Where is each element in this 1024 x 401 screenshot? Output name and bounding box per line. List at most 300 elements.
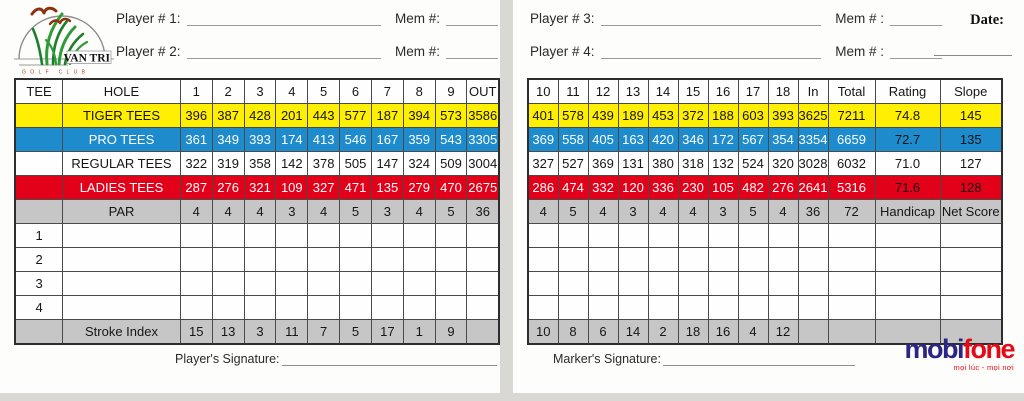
cell	[708, 224, 738, 248]
cell: 72	[828, 200, 875, 224]
cell: 17	[371, 320, 403, 345]
table-row	[15, 248, 499, 272]
cell: 524	[738, 152, 768, 176]
cell	[15, 320, 63, 345]
header-cell: 10	[528, 79, 558, 104]
cell: 172	[708, 128, 738, 152]
cell: 286	[528, 176, 558, 200]
mobifone-fone: fone	[963, 334, 1014, 364]
cell	[648, 296, 678, 320]
header-cell: 6	[340, 79, 372, 104]
mem-number-label: Mem #:	[394, 44, 440, 59]
header-cell: Total	[828, 79, 875, 104]
table-row	[528, 296, 1002, 320]
player2-label: Player # 2:	[116, 44, 181, 59]
cell	[15, 128, 63, 152]
cell	[371, 296, 403, 320]
player3-name-line	[601, 8, 822, 26]
cell: 3305	[467, 128, 499, 152]
cell	[528, 272, 558, 296]
cell	[875, 272, 940, 296]
cell: 474	[558, 176, 588, 200]
cell: 567	[738, 128, 768, 152]
front-nine-table	[14, 78, 500, 345]
cell	[648, 272, 678, 296]
marker-signature-row	[553, 349, 855, 366]
cell: 5	[340, 200, 372, 224]
cell	[63, 248, 181, 272]
logo-name: VAN TRI	[63, 52, 110, 65]
cell: 405	[588, 128, 618, 152]
cell: 4	[180, 200, 212, 224]
cell	[768, 224, 798, 248]
cell: Net Score	[940, 200, 1002, 224]
cell: 4	[648, 200, 678, 224]
cell	[588, 224, 618, 248]
cell: 332	[588, 176, 618, 200]
cell	[244, 248, 276, 272]
cell	[276, 224, 308, 248]
cell: 13	[212, 320, 244, 345]
cell: 127	[940, 152, 1002, 176]
cell	[276, 248, 308, 272]
cell: 105	[708, 176, 738, 200]
cell: 4	[768, 200, 798, 224]
header-cell: 2	[212, 79, 244, 104]
cell: 14	[618, 320, 648, 345]
cell: 163	[618, 128, 648, 152]
back-nine-table	[527, 78, 1003, 345]
cell: 1	[15, 224, 63, 248]
cell: 358	[244, 152, 276, 176]
cell	[403, 272, 435, 296]
van-tri-logo	[12, 2, 116, 76]
cell	[212, 248, 244, 272]
table-row	[528, 104, 1002, 128]
header-cell: 11	[558, 79, 588, 104]
table-row	[15, 224, 499, 248]
cell	[371, 224, 403, 248]
cell	[828, 248, 875, 272]
cell	[940, 224, 1002, 248]
header-cell: 8	[403, 79, 435, 104]
cell: PRO TEES	[63, 128, 181, 152]
mobifone-tagline: mọi lúc - mọi nơi	[953, 363, 1014, 372]
cell: 276	[212, 176, 244, 200]
cell	[467, 248, 499, 272]
cell	[340, 224, 372, 248]
cell: 3028	[798, 152, 828, 176]
cell: 2641	[798, 176, 828, 200]
cell	[940, 248, 1002, 272]
player4-name-line	[601, 41, 822, 59]
cell: 471	[340, 176, 372, 200]
cell	[618, 296, 648, 320]
cell	[467, 272, 499, 296]
cell: 318	[678, 152, 708, 176]
cell	[708, 296, 738, 320]
header-cell: 18	[768, 79, 798, 104]
mobifone-logo	[905, 336, 1015, 372]
header-cell: 15	[678, 79, 708, 104]
cell	[371, 272, 403, 296]
marker-signature-line	[663, 349, 855, 366]
cell: 3354	[798, 128, 828, 152]
cell	[828, 272, 875, 296]
cell	[528, 224, 558, 248]
cell	[63, 272, 181, 296]
player4-row	[530, 41, 942, 59]
cell: 453	[648, 104, 678, 128]
cell: 167	[371, 128, 403, 152]
cell: 15	[180, 320, 212, 345]
logo-subtitle: GOLF CLUB	[22, 69, 90, 76]
cell: 2	[648, 320, 678, 345]
player4-label: Player # 4:	[530, 44, 595, 59]
player3-row	[530, 8, 942, 26]
cell	[618, 248, 648, 272]
cell	[244, 296, 276, 320]
cell: 505	[340, 152, 372, 176]
table-row	[528, 200, 1002, 224]
cell: 5	[435, 200, 467, 224]
cell: 132	[708, 152, 738, 176]
table-row	[528, 176, 1002, 200]
header-cell: In	[798, 79, 828, 104]
cell	[15, 200, 63, 224]
cell	[276, 296, 308, 320]
cell: 439	[588, 104, 618, 128]
cell	[180, 224, 212, 248]
cell	[738, 272, 768, 296]
cell: 3	[276, 200, 308, 224]
cell: 174	[276, 128, 308, 152]
cell	[340, 296, 372, 320]
cell	[558, 224, 588, 248]
cell	[588, 248, 618, 272]
cell: 4	[678, 200, 708, 224]
cell	[588, 296, 618, 320]
cell	[738, 296, 768, 320]
cell: 1	[403, 320, 435, 345]
cell: 16	[708, 320, 738, 345]
cell	[875, 248, 940, 272]
header-cell: HOLE	[63, 79, 181, 104]
cell: 5	[558, 200, 588, 224]
cell	[435, 272, 467, 296]
cell: 320	[768, 152, 798, 176]
cell	[678, 296, 708, 320]
cell: 36	[798, 200, 828, 224]
cell: 135	[371, 176, 403, 200]
cell	[63, 224, 181, 248]
cell: 279	[403, 176, 435, 200]
cell: 578	[558, 104, 588, 128]
cell: 380	[648, 152, 678, 176]
cell	[708, 272, 738, 296]
cell: 5	[738, 200, 768, 224]
cell: 287	[180, 176, 212, 200]
cell: 3	[708, 200, 738, 224]
cell	[180, 248, 212, 272]
cell: 4	[212, 200, 244, 224]
cell	[738, 248, 768, 272]
cell	[403, 248, 435, 272]
cell: 573	[435, 104, 467, 128]
header-cell: TEE	[15, 79, 63, 104]
cell	[768, 248, 798, 272]
table-row	[15, 104, 499, 128]
cell	[467, 320, 499, 345]
cell: 276	[768, 176, 798, 200]
cell: REGULAR TEES	[63, 152, 181, 176]
cell	[678, 224, 708, 248]
cell: 372	[678, 104, 708, 128]
player3-label: Player # 3:	[530, 11, 595, 26]
cell: 369	[528, 128, 558, 152]
header-cell: 16	[708, 79, 738, 104]
cell	[340, 272, 372, 296]
cell: 322	[180, 152, 212, 176]
cell	[798, 272, 828, 296]
cell: 361	[180, 128, 212, 152]
cell: 36	[467, 200, 499, 224]
table-row	[528, 152, 1002, 176]
cell: 120	[618, 176, 648, 200]
cell: 72.7	[875, 128, 940, 152]
table-row	[15, 296, 499, 320]
cell	[708, 248, 738, 272]
cell	[768, 272, 798, 296]
cell: 3004	[467, 152, 499, 176]
cell: 3625	[798, 104, 828, 128]
cell: 546	[340, 128, 372, 152]
cell	[180, 272, 212, 296]
cell	[403, 224, 435, 248]
cell	[308, 248, 340, 272]
cell: 4	[15, 296, 63, 320]
cell: 413	[308, 128, 340, 152]
cell: 188	[708, 104, 738, 128]
cell: 3	[15, 272, 63, 296]
mem-number-line	[446, 8, 498, 26]
cell	[15, 104, 63, 128]
cell	[828, 224, 875, 248]
cell: 443	[308, 104, 340, 128]
mem-number-line	[890, 8, 942, 26]
cell: 558	[558, 128, 588, 152]
cell	[558, 272, 588, 296]
cell: 128	[940, 176, 1002, 200]
header-cell: 13	[618, 79, 648, 104]
cell	[340, 248, 372, 272]
marker-signature-label: Marker's Signature:	[553, 352, 661, 366]
cell	[403, 296, 435, 320]
cell: 4	[528, 200, 558, 224]
cell	[828, 296, 875, 320]
cell: 420	[648, 128, 678, 152]
header-cell: 3	[244, 79, 276, 104]
player-signature-row	[175, 349, 497, 366]
cell: 327	[528, 152, 558, 176]
cell: 2675	[467, 176, 499, 200]
cell: 482	[738, 176, 768, 200]
cell: 6032	[828, 152, 875, 176]
cell: 346	[678, 128, 708, 152]
table-row	[15, 272, 499, 296]
cell: 396	[180, 104, 212, 128]
cell	[212, 296, 244, 320]
player1-row	[116, 8, 498, 26]
cell: 201	[276, 104, 308, 128]
cell: 394	[403, 104, 435, 128]
mem-number-label: Mem #:	[394, 11, 440, 26]
cell: 349	[212, 128, 244, 152]
cell: 230	[678, 176, 708, 200]
cell: 11	[276, 320, 308, 345]
table-row	[528, 272, 1002, 296]
cell: 71.0	[875, 152, 940, 176]
cell	[371, 248, 403, 272]
table-header-row	[528, 79, 1002, 104]
cell: PAR	[63, 200, 181, 224]
cell	[276, 272, 308, 296]
cell: 354	[768, 128, 798, 152]
cell: 470	[435, 176, 467, 200]
cell: 327	[308, 176, 340, 200]
header-cell: 9	[435, 79, 467, 104]
cell: 336	[648, 176, 678, 200]
cell: 527	[558, 152, 588, 176]
cell	[940, 296, 1002, 320]
table-row	[15, 176, 499, 200]
cell: 6659	[828, 128, 875, 152]
cell: 428	[244, 104, 276, 128]
cell: 9	[435, 320, 467, 345]
cell: 18	[678, 320, 708, 345]
cell	[738, 224, 768, 248]
cell: 3	[618, 200, 648, 224]
table-row	[528, 224, 1002, 248]
cell: 4	[244, 200, 276, 224]
table-row	[15, 152, 499, 176]
table-row	[15, 320, 499, 345]
cell: 5316	[828, 176, 875, 200]
cell: 7211	[828, 104, 875, 128]
header-cell: 7	[371, 79, 403, 104]
cell: 8	[558, 320, 588, 345]
cell: 577	[340, 104, 372, 128]
cell	[528, 248, 558, 272]
cell: 5	[340, 320, 372, 345]
header-cell: Rating	[875, 79, 940, 104]
cell	[618, 272, 648, 296]
cell	[308, 296, 340, 320]
cell: 401	[528, 104, 558, 128]
header-cell: 4	[276, 79, 308, 104]
cell	[244, 224, 276, 248]
cell	[798, 248, 828, 272]
cell: LADIES TEES	[63, 176, 181, 200]
cell	[678, 248, 708, 272]
player1-label: Player # 1:	[116, 11, 181, 26]
cell	[467, 224, 499, 248]
cell	[528, 296, 558, 320]
cell	[435, 296, 467, 320]
cell: 393	[768, 104, 798, 128]
cell: 71.6	[875, 176, 940, 200]
cell	[15, 152, 63, 176]
cell: 147	[371, 152, 403, 176]
cell: 145	[940, 104, 1002, 128]
player2-row	[116, 41, 498, 59]
player1-name-line	[187, 8, 381, 26]
cell: 74.8	[875, 104, 940, 128]
cell	[308, 272, 340, 296]
cell: 135	[940, 128, 1002, 152]
table-row	[15, 128, 499, 152]
cell: 131	[618, 152, 648, 176]
cell	[588, 272, 618, 296]
date-line	[934, 38, 1012, 56]
cell: 543	[435, 128, 467, 152]
cell: TIGER TEES	[63, 104, 181, 128]
mem-number-line	[446, 41, 498, 59]
cell	[875, 224, 940, 248]
cell: Stroke Index	[63, 320, 181, 345]
back-nine-card	[513, 0, 1024, 393]
cell: 4	[588, 200, 618, 224]
header-cell: 14	[648, 79, 678, 104]
cell	[798, 320, 828, 345]
cell	[63, 296, 181, 320]
cell	[940, 272, 1002, 296]
cell	[828, 320, 875, 345]
cell	[648, 224, 678, 248]
cell: 369	[588, 152, 618, 176]
mem-number-label: Mem # :	[835, 44, 884, 59]
table-row	[528, 128, 1002, 152]
cell: 4	[738, 320, 768, 345]
cell	[15, 176, 63, 200]
header-cell: 17	[738, 79, 768, 104]
mem-number-label: Mem # :	[835, 11, 884, 26]
cell: 12	[768, 320, 798, 345]
cell: 393	[244, 128, 276, 152]
cell	[558, 248, 588, 272]
player2-name-line	[187, 41, 381, 59]
cell: 3586	[467, 104, 499, 128]
table-row	[15, 200, 499, 224]
cell: 324	[403, 152, 435, 176]
cell	[678, 272, 708, 296]
cell	[467, 296, 499, 320]
cell	[308, 224, 340, 248]
cell	[648, 248, 678, 272]
header-cell: 12	[588, 79, 618, 104]
date-label: Date:	[970, 12, 1004, 28]
header-cell: 1	[180, 79, 212, 104]
cell: 359	[403, 128, 435, 152]
cell: 10	[528, 320, 558, 345]
cell	[798, 224, 828, 248]
cell	[435, 248, 467, 272]
cell: 142	[276, 152, 308, 176]
cell	[180, 296, 212, 320]
cell: 189	[618, 104, 648, 128]
cell: 4	[403, 200, 435, 224]
cell: 2	[15, 248, 63, 272]
